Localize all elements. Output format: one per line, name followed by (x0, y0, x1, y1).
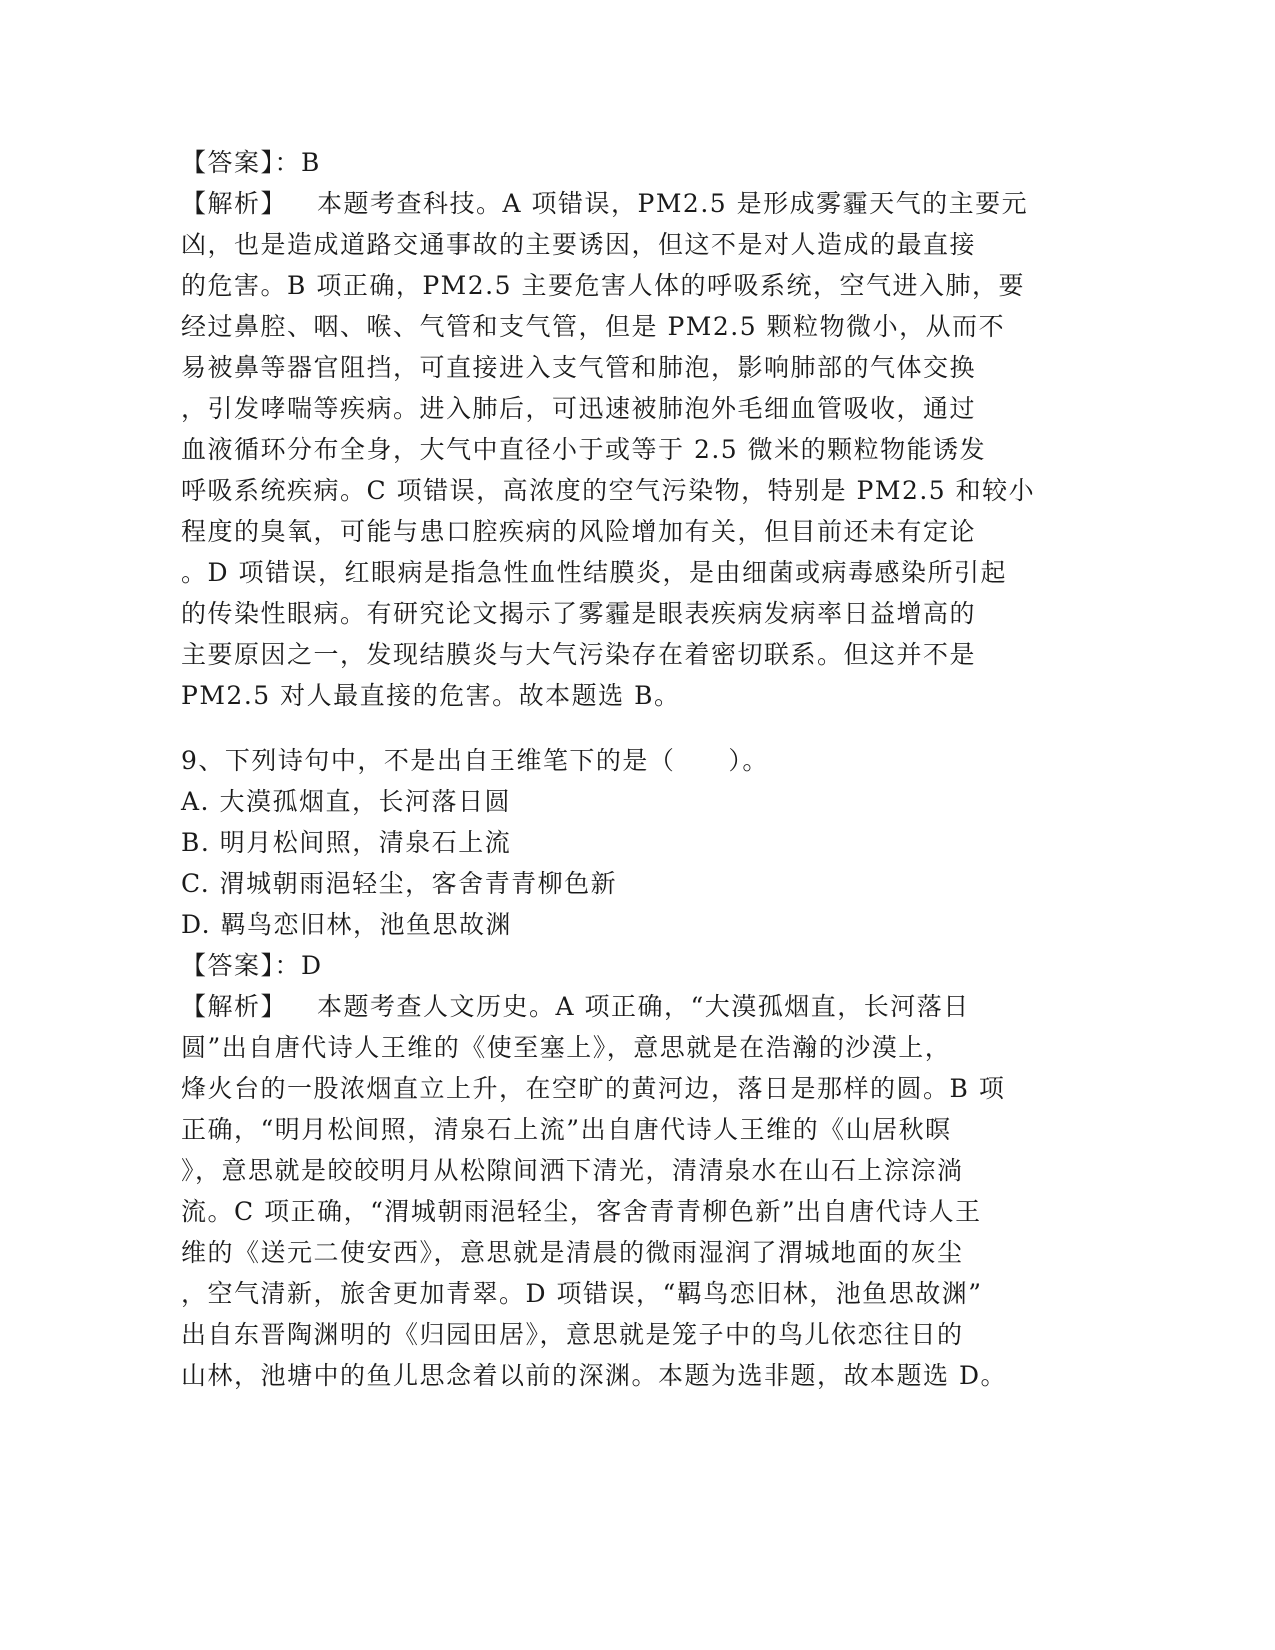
q8-analysis-line: 呼吸系统疾病。C 项错误，高浓度的空气污染物，特别是 PM2.5 和较小 (181, 476, 1036, 505)
q8-analysis-line: 易被鼻等器官阻挡，可直接进入支气管和肺泡，影响肺部的气体交换 (181, 353, 977, 382)
q9-analysis-first-line (181, 986, 1041, 1027)
q9-analysis-line: 圆”出自唐代诗人王维的《使至塞上》，意思就是在浩瀚的沙漠上， (181, 1033, 952, 1062)
q8-answer: 【答案】：B (181, 148, 321, 177)
q8-analysis-line: 血液循环分布全身，大气中直径小于或等于 2.5 微米的颗粒物能诱发 (181, 435, 987, 464)
q9-analysis-line: 维的《送元二使安西》，意思就是清晨的微雨湿润了渭城地面的灰尘 (181, 1238, 964, 1267)
q8-analysis-line: 经过鼻腔、咽、喉、气管和支气管，但是 PM2.5 颗粒物微小，从而不 (181, 312, 1006, 341)
q9-question: 9、下列诗句中，不是出自王维笔下的是（ ）。 (181, 746, 769, 775)
q9-analysis-text: 本题考查人文历史。A 项正确，“大漠孤烟直，长河落日 (317, 992, 970, 1021)
q8-analysis-line: 。D 项错误，红眼病是指急性血性结膜炎，是由细菌或病毒感染所引起 (181, 558, 1007, 587)
q9-option-b: B. 明月松间照，清泉石上流 (181, 828, 512, 857)
q8-analysis-line: 程度的臭氧，可能与患口腔疾病的风险增加有关，但目前还未有定论 (181, 517, 977, 546)
q9-option-c: C. 渭城朝雨浥轻尘，客舍青青柳色新 (181, 869, 618, 898)
q9-analysis-line: ，空气清新，旅舍更加青翠。D 项错误，“羁鸟恋旧林，池鱼思故渊” (181, 1279, 983, 1308)
q9-answer: 【答案】：D (181, 951, 323, 980)
q9-option-d: D. 羁鸟恋旧林，池鱼思故渊 (181, 910, 513, 939)
q8-analysis-line: PM2.5 对人最直接的危害。故本题选 B。 (181, 681, 681, 710)
document-page (181, 142, 1041, 1396)
q9-analysis-line: 流。C 项正确，“渭城朝雨浥轻尘，客舍青青柳色新”出自唐代诗人王 (181, 1197, 982, 1226)
q8-analysis-line: 主要原因之一，发现结膜炎与大气污染存在着密切联系。但这并不是 (181, 640, 977, 669)
q8-analysis-line: ，引发哮喘等疾病。进入肺后，可迅速被肺泡外毛细血管吸收，通过 (181, 394, 977, 423)
q8-analysis-line: 的传染性眼病。有研究论文揭示了雾霾是眼表疾病发病率日益增高的 (181, 599, 977, 628)
q8-analysis-line: 的危害。B 项正确，PM2.5 主要危害人体的呼吸系统，空气进入肺，要 (181, 271, 1025, 300)
q8-analysis-first-line (181, 183, 1041, 224)
q9-analysis-line: 》，意思就是皎皎明月从松隙间洒下清光，清清泉水在山石上淙淙淌 (181, 1156, 964, 1185)
q9-analysis-line: 正确，“明月松间照，清泉石上流”出自唐代诗人王维的《山居秋暝 (181, 1115, 952, 1144)
q8-analysis-label: 【解析】 (181, 189, 288, 218)
q9-option-a: A. 大漠孤烟直，长河落日圆 (181, 787, 511, 816)
q9-analysis-line: 烽火台的一股浓烟直立上升，在空旷的黄河边，落日是那样的圆。B 项 (181, 1074, 1006, 1103)
q9-analysis-line: 山林，池塘中的鱼儿思念着以前的深渊。本题为选非题，故本题选 D。 (181, 1361, 1007, 1390)
q9-analysis-label: 【解析】 (181, 992, 288, 1021)
q8-analysis-line: 凶，也是造成道路交通事故的主要诱因，但这不是对人造成的最直接 (181, 230, 977, 259)
q8-analysis-text: 本题考查科技。A 项错误，PM2.5 是形成雾霾天气的主要元 (317, 189, 1029, 218)
q9-analysis-line: 出自东晋陶渊明的《归园田居》，意思就是笼子中的鸟儿依恋往日的 (181, 1320, 964, 1349)
section-spacer (181, 716, 1041, 740)
